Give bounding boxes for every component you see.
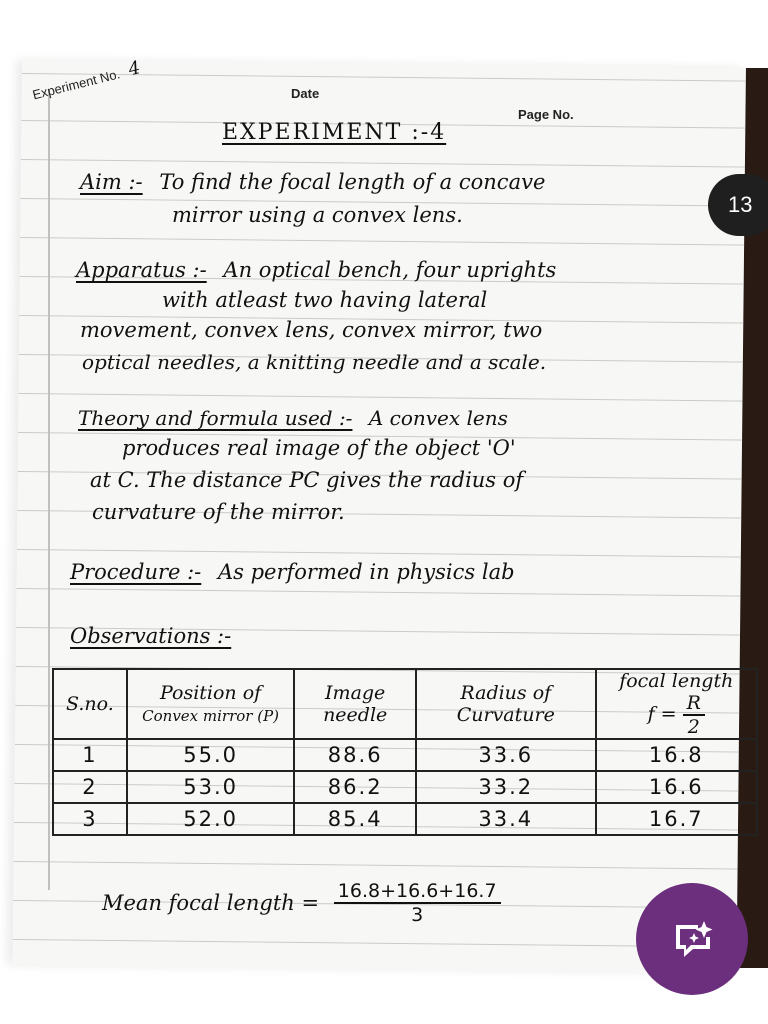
apparatus-line-1 [76, 258, 556, 282]
date-label: Date [291, 86, 320, 101]
cell-position: 55.0 [127, 739, 294, 771]
col-header-radius: Radius of Curvature [416, 669, 596, 739]
theory-line-1 [78, 406, 508, 430]
cell-focal: 16.8 [596, 739, 757, 771]
table-row [53, 739, 757, 771]
experiment-no-label: Experiment No. 4 [30, 57, 143, 103]
theory-text-1: A convex lens [368, 406, 508, 430]
aim-text-1: To find the focal length of a concave [159, 170, 546, 194]
observations-label: Observations :- [70, 624, 232, 648]
cell-image: 85.4 [294, 803, 416, 835]
procedure-line [70, 560, 515, 584]
cell-radius: 33.4 [416, 803, 596, 835]
cell-sno: 3 [53, 803, 127, 835]
theory-line-2: produces real image of the object 'O' [122, 436, 516, 460]
theory-label: Theory and formula used :- [78, 406, 353, 430]
theory-line-4: curvature of the mirror. [92, 500, 345, 524]
mean-label: Mean focal length = [102, 891, 320, 915]
cell-focal: 16.6 [596, 771, 757, 803]
page-number-badge: 13 [708, 174, 768, 236]
cell-image: 86.2 [294, 771, 416, 803]
col-header-position: Position of Convex mirror (P) [127, 669, 294, 739]
apparatus-label: Apparatus :- [76, 258, 207, 282]
apparatus-line-3: movement, convex lens, convex mirror, two [80, 318, 543, 342]
table-row [53, 771, 757, 803]
cell-position: 52.0 [127, 803, 294, 835]
apparatus-line-4: optical needles, a knitting needle and a scale. [82, 350, 547, 374]
procedure-text: As performed in physics lab [217, 560, 515, 584]
cell-radius: 33.6 [416, 739, 596, 771]
mean-focal-length [102, 880, 501, 926]
col-header-image: Image needle [294, 669, 416, 739]
observation-table [52, 668, 758, 836]
table-header-row [53, 669, 757, 739]
cell-sno: 2 [53, 771, 127, 803]
col-header-sno: S.no. [53, 669, 127, 739]
focal-formula-fraction: $\frac{R}{2}$ [683, 692, 705, 738]
cell-focal: 16.7 [596, 803, 757, 835]
page-no-label: Page No. [518, 107, 574, 122]
aim-line-1 [80, 170, 545, 194]
aim-label: Aim :- [80, 170, 143, 194]
experiment-no-value: 4 [126, 57, 143, 81]
cell-radius: 33.2 [416, 771, 596, 803]
ai-chat-button[interactable] [636, 883, 748, 995]
page-title: EXPERIMENT :-4 [222, 120, 447, 145]
apparatus-text-1: An optical bench, four uprights [223, 258, 557, 282]
cell-image: 88.6 [294, 739, 416, 771]
mean-fraction: $\frac{16.8+16.6+16.7}{3}$ [334, 880, 501, 926]
cell-sno: 1 [53, 739, 127, 771]
col-header-focal: focal length f = $\frac{R}{2}$ [596, 669, 757, 739]
theory-line-3: at C. The distance PC gives the radius of [90, 468, 524, 492]
cell-position: 53.0 [127, 771, 294, 803]
aim-line-2: mirror using a convex lens. [172, 203, 463, 227]
apparatus-line-2: with atleast two having lateral [162, 288, 488, 312]
table-row [53, 803, 757, 835]
margin-line [48, 90, 50, 890]
procedure-label: Procedure :- [70, 560, 202, 584]
ai-chat-sparkle-icon [670, 917, 714, 961]
